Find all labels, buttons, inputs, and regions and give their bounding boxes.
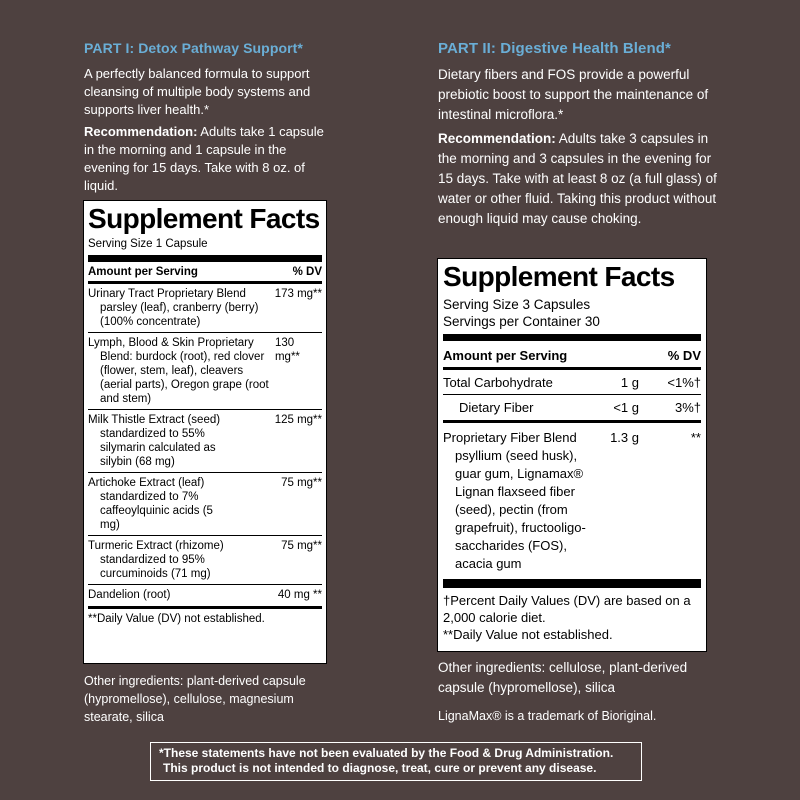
part2-row-blend (443, 423, 701, 579)
row-amount: 75 mg** (281, 477, 322, 489)
row-detail: standardized to 95% curcuminoids (71 mg) (100, 554, 211, 580)
part1-supplement-facts (83, 200, 327, 664)
part1-other (84, 672, 314, 726)
part1-column (84, 40, 334, 195)
part2-amount-header (443, 341, 701, 367)
part1-row-dandelion (88, 585, 322, 606)
amount-per-serving-label: Amount per Serving (88, 266, 198, 278)
row-amount: 173 mg** (274, 288, 322, 300)
part2-row-fiber (443, 395, 701, 420)
row-name: Artichoke Extract (leaf) (88, 477, 205, 489)
row-detail: parsley (leaf), cranberry (berry) (100% concentrate) (100, 302, 259, 328)
part1-amount-header (88, 262, 322, 281)
row-amount: <1 g (613, 400, 639, 415)
amount-per-serving-label: Amount per Serving (443, 348, 568, 363)
row-detail: standardized to 55% silymarin calculated as silybin (68 mg) (100, 428, 216, 468)
part2-column (438, 40, 718, 229)
part2-rec-text: Adults take 3 capsules in the morning and 3 capsules in the evening for 15 days. Take with at least 8 oz (a full glass) of water or other fluid. Taking this product without enough liquid may cause choking. (438, 131, 717, 226)
row-amount: 1 g (620, 375, 639, 390)
part2-supplement-facts (437, 258, 707, 652)
part1-intro: A perfectly balanced formula to support cleansing of multiple body systems and supports liver health.* (84, 66, 311, 117)
part1-row-lymph (88, 333, 322, 409)
part2-facts-title: Supplement Facts (443, 261, 675, 292)
row-name: Total Carbohydrate (443, 375, 553, 390)
part1-rec-text: Adults take 1 capsule in the morning and 1 capsule in the evening for 15 days. Take with 8 oz. of liquid. (84, 124, 324, 193)
part1-row-urinary (88, 284, 322, 332)
row-detail: standardized to 7% caffeoylquinic acids (5 mg) (100, 491, 213, 531)
part1-row-milk-thistle (88, 410, 322, 472)
row-name: Lymph, Blood & Skin Proprietary Blend: burdock (root), red clover (flower, stem, leaf), cleavers (aerial parts), Oregon grape (root and stem) (88, 337, 269, 405)
part1-rec-label: Recommendation: (84, 124, 198, 139)
part1-serving-size: Serving Size 1 Capsule (88, 238, 208, 250)
row-amount: 130 mg** (274, 337, 300, 363)
part1-row-turmeric (88, 536, 322, 584)
part2-other-ingredients: Other ingredients: cellulose, plant-derived capsule (hypromellose), silica (438, 660, 688, 695)
part2-intro: Dietary fibers and FOS provide a powerful prebiotic boost to support the maintenance of intestinal microflora.* (438, 67, 709, 122)
part1-facts-title: Supplement Facts (88, 203, 320, 234)
fda-disclaimer (150, 742, 642, 781)
disclaimer-line2: This product is not intended to diagnose, treat, cure or prevent any disease. (163, 761, 597, 775)
dv-label: % DV (292, 266, 322, 278)
part2-heading: PART II: Digestive Health Blend* (438, 40, 671, 57)
row-name: Urinary Tract Proprietary Blend (88, 288, 246, 300)
row-dv: 3%† (674, 400, 701, 415)
row-detail: psyllium (seed husk), guar gum, Lignamax® Lignan flaxseed fiber (seed), pectin (from grapefruit), fructooligo-saccharides (FOS), acacia gum (455, 448, 586, 571)
dv-label: % DV (667, 348, 701, 363)
part2-footnote-dv: †Percent Daily Values (DV) are based on a 2,000 calorie diet. (443, 593, 691, 625)
row-amount: 75 mg** (281, 540, 322, 552)
row-dv: <1%† (667, 375, 701, 390)
part1-footnote: **Daily Value (DV) not established. (88, 613, 265, 625)
part2-trademark: LignaMax® is a trademark of Bioriginal. (438, 709, 657, 723)
disclaimer-line1: *These statements have not been evaluated by the Food & Drug Administration. (159, 746, 614, 760)
part1-recommendation (84, 123, 334, 195)
part2-recommendation (438, 129, 718, 229)
row-name: Turmeric Extract (rhizome) (88, 540, 224, 552)
row-name: Proprietary Fiber Blend (443, 430, 577, 445)
part1-other-ingredients: Other ingredients: plant-derived capsule (hypromellose), cellulose, magnesium stearate, silica (84, 674, 306, 724)
row-amount: 1.3 g (610, 430, 639, 445)
part2-footnote-not-established: **Daily Value not established. (443, 627, 613, 642)
part2-rec-label: Recommendation: (438, 131, 556, 146)
part1-heading: PART I: Detox Pathway Support* (84, 40, 303, 56)
part2-other (438, 658, 718, 725)
part2-row-carb (443, 370, 701, 394)
row-name: Dietary Fiber (459, 400, 534, 415)
row-dv: ** (690, 430, 701, 445)
row-name: Dandelion (root) (88, 589, 171, 601)
part1-row-artichoke (88, 473, 322, 535)
row-amount: 125 mg** (274, 414, 322, 426)
row-amount: 40 mg ** (277, 589, 322, 601)
row-name: Milk Thistle Extract (seed) (88, 414, 221, 426)
part2-servings-per: Servings per Container 30 (443, 314, 600, 329)
part2-serving-size: Serving Size 3 Capsules (443, 297, 591, 312)
